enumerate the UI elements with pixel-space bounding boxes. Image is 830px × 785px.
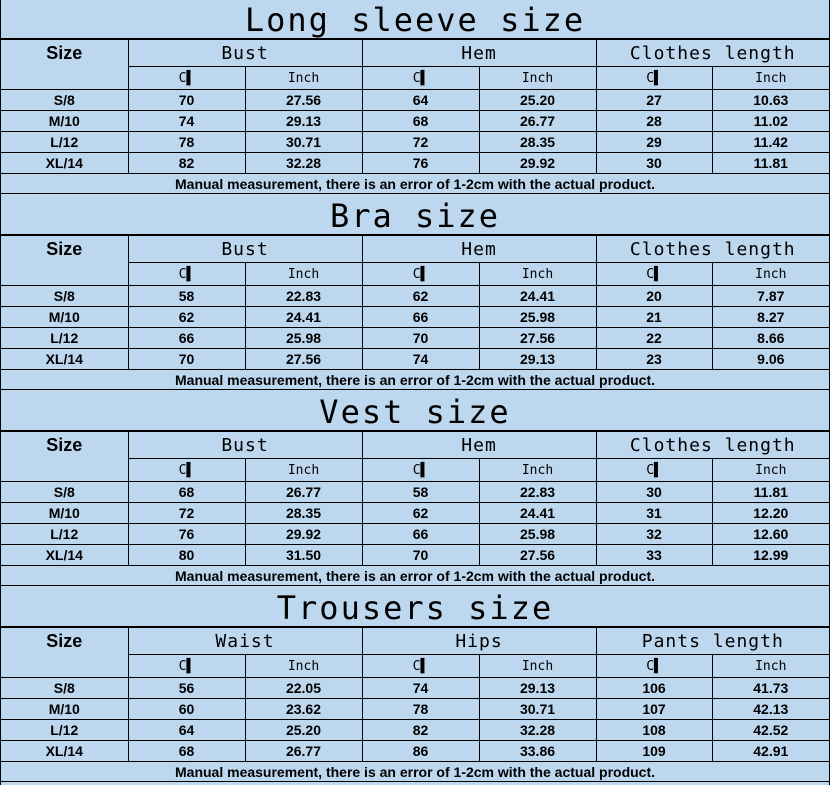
- table-cell: 10.63: [712, 90, 829, 111]
- size-label: M/10: [1, 111, 128, 132]
- unit-inch: Inch: [479, 263, 596, 286]
- table-cell: 22.83: [479, 482, 596, 503]
- table-cell: 12.99: [712, 545, 829, 566]
- table-cell: 74: [128, 111, 245, 132]
- table-cell: 41.73: [712, 678, 829, 699]
- table-cell: 28.35: [245, 503, 362, 524]
- measure-header: Bust: [128, 40, 362, 67]
- table-cell: 82: [128, 153, 245, 174]
- size-section: [1, 588, 829, 785]
- size-table: [1, 627, 829, 782]
- table-cell: 28: [596, 111, 712, 132]
- table-cell: 27.56: [479, 545, 596, 566]
- table-cell: 108: [596, 720, 712, 741]
- table-cell: 24.41: [479, 286, 596, 307]
- table-cell: 66: [128, 328, 245, 349]
- measure-header: Hips: [362, 628, 596, 655]
- table-cell: 24.41: [245, 307, 362, 328]
- table-cell: 64: [128, 720, 245, 741]
- table-row: [1, 132, 829, 153]
- size-label: S/8: [1, 286, 128, 307]
- table-cell: 24.41: [479, 503, 596, 524]
- table-cell: 78: [362, 699, 479, 720]
- table-cell: 60: [128, 699, 245, 720]
- size-label: L/12: [1, 720, 128, 741]
- table-cell: 76: [362, 153, 479, 174]
- measure-header: Clothes length: [596, 432, 829, 459]
- unit-inch: Inch: [245, 263, 362, 286]
- note-row: [1, 762, 829, 782]
- table-row: [1, 699, 829, 720]
- table-cell: 107: [596, 699, 712, 720]
- size-label: XL/14: [1, 349, 128, 370]
- table-row: [1, 286, 829, 307]
- table-cell: 27.56: [245, 349, 362, 370]
- size-header: Size: [1, 628, 128, 678]
- section-title: Bra size: [1, 196, 829, 235]
- table-cell: 27: [596, 90, 712, 111]
- size-label: M/10: [1, 307, 128, 328]
- size-label: M/10: [1, 503, 128, 524]
- table-cell: 22: [596, 328, 712, 349]
- table-cell: 20: [596, 286, 712, 307]
- table-cell: 58: [128, 286, 245, 307]
- size-section: [1, 196, 829, 392]
- header-row: [1, 432, 829, 459]
- size-label: XL/14: [1, 153, 128, 174]
- table-cell: 62: [362, 503, 479, 524]
- size-header: Size: [1, 40, 128, 90]
- table-cell: 25.98: [479, 524, 596, 545]
- unit-inch: Inch: [712, 459, 829, 482]
- table-cell: 29: [596, 132, 712, 153]
- size-label: S/8: [1, 482, 128, 503]
- table-cell: 23: [596, 349, 712, 370]
- table-cell: 29.13: [245, 111, 362, 132]
- table-cell: 72: [362, 132, 479, 153]
- unit-cm: C▌: [128, 263, 245, 286]
- size-label: S/8: [1, 678, 128, 699]
- unit-inch: Inch: [712, 67, 829, 90]
- unit-cm: C▌: [362, 263, 479, 286]
- unit-inch: Inch: [479, 67, 596, 90]
- size-label: M/10: [1, 699, 128, 720]
- table-cell: 32: [596, 524, 712, 545]
- table-cell: 12.60: [712, 524, 829, 545]
- unit-cm: C▌: [362, 67, 479, 90]
- unit-inch: Inch: [245, 655, 362, 678]
- table-cell: 109: [596, 741, 712, 762]
- table-row: [1, 482, 829, 503]
- header-row: [1, 40, 829, 67]
- table-cell: 64: [362, 90, 479, 111]
- header-row: [1, 628, 829, 655]
- measure-header: Bust: [128, 432, 362, 459]
- table-cell: 72: [128, 503, 245, 524]
- table-cell: 76: [128, 524, 245, 545]
- table-cell: 30: [596, 482, 712, 503]
- note-row: [1, 566, 829, 586]
- table-cell: 66: [362, 524, 479, 545]
- unit-inch: Inch: [245, 67, 362, 90]
- unit-cm: C▌: [596, 655, 712, 678]
- table-cell: 86: [362, 741, 479, 762]
- table-cell: 68: [362, 111, 479, 132]
- measure-header: Clothes length: [596, 236, 829, 263]
- measure-header: Hem: [362, 236, 596, 263]
- table-cell: 42.91: [712, 741, 829, 762]
- size-header: Size: [1, 432, 128, 482]
- table-row: [1, 741, 829, 762]
- table-cell: 27.56: [245, 90, 362, 111]
- table-cell: 26.77: [245, 482, 362, 503]
- measure-header: Clothes length: [596, 40, 829, 67]
- table-cell: 30.71: [479, 699, 596, 720]
- unit-inch: Inch: [479, 459, 596, 482]
- table-cell: 32.28: [479, 720, 596, 741]
- table-cell: 42.52: [712, 720, 829, 741]
- table-cell: 42.13: [712, 699, 829, 720]
- measurement-note: Manual measurement, there is an error of 1-2cm with the actual product.: [1, 174, 829, 194]
- unit-cm: C▌: [128, 655, 245, 678]
- table-cell: 80: [128, 545, 245, 566]
- table-cell: 11.02: [712, 111, 829, 132]
- measure-header: Pants length: [596, 628, 829, 655]
- table-row: [1, 545, 829, 566]
- unit-inch: Inch: [479, 655, 596, 678]
- table-cell: 9.06: [712, 349, 829, 370]
- size-label: L/12: [1, 328, 128, 349]
- size-label: L/12: [1, 132, 128, 153]
- unit-cm: C▌: [362, 655, 479, 678]
- table-cell: 21: [596, 307, 712, 328]
- table-cell: 11.81: [712, 482, 829, 503]
- table-cell: 74: [362, 678, 479, 699]
- table-cell: 82: [362, 720, 479, 741]
- table-cell: 25.98: [245, 328, 362, 349]
- measure-header: Hem: [362, 40, 596, 67]
- unit-inch: Inch: [712, 263, 829, 286]
- table-cell: 30.71: [245, 132, 362, 153]
- table-cell: 62: [128, 307, 245, 328]
- table-cell: 28.35: [479, 132, 596, 153]
- size-header: Size: [1, 236, 128, 286]
- table-cell: 58: [362, 482, 479, 503]
- measure-header: Waist: [128, 628, 362, 655]
- table-cell: 11.81: [712, 153, 829, 174]
- section-title: Vest size: [1, 392, 829, 431]
- table-cell: 7.87: [712, 286, 829, 307]
- section-title: Long sleeve size: [1, 0, 829, 39]
- unit-cm: C▌: [128, 67, 245, 90]
- table-cell: 78: [128, 132, 245, 153]
- measurement-note: Manual measurement, there is an error of 1-2cm with the actual product.: [1, 370, 829, 390]
- unit-cm: C▌: [128, 459, 245, 482]
- table-row: [1, 111, 829, 132]
- table-cell: 32.28: [245, 153, 362, 174]
- table-cell: 25.20: [245, 720, 362, 741]
- table-cell: 68: [128, 741, 245, 762]
- header-row: [1, 236, 829, 263]
- unit-inch: Inch: [245, 459, 362, 482]
- table-cell: 29.13: [479, 349, 596, 370]
- table-row: [1, 678, 829, 699]
- size-table: [1, 235, 829, 390]
- table-cell: 70: [128, 349, 245, 370]
- section-title: Trousers size: [1, 588, 829, 627]
- table-cell: 56: [128, 678, 245, 699]
- table-cell: 62: [362, 286, 479, 307]
- table-cell: 30: [596, 153, 712, 174]
- table-cell: 74: [362, 349, 479, 370]
- note-row: [1, 174, 829, 194]
- table-cell: 33: [596, 545, 712, 566]
- size-label: XL/14: [1, 545, 128, 566]
- table-cell: 22.83: [245, 286, 362, 307]
- note-row: [1, 370, 829, 390]
- measure-header: Bust: [128, 236, 362, 263]
- table-cell: 8.27: [712, 307, 829, 328]
- table-cell: 11.42: [712, 132, 829, 153]
- size-table: [1, 431, 829, 586]
- size-table: [1, 39, 829, 194]
- table-cell: 31: [596, 503, 712, 524]
- unit-cm: C▌: [596, 263, 712, 286]
- size-label: L/12: [1, 524, 128, 545]
- table-row: [1, 90, 829, 111]
- measurement-note: Manual measurement, there is an error of 1-2cm with the actual product.: [1, 762, 829, 782]
- unit-cm: C▌: [596, 459, 712, 482]
- table-cell: 68: [128, 482, 245, 503]
- table-cell: 29.13: [479, 678, 596, 699]
- table-row: [1, 307, 829, 328]
- size-label: S/8: [1, 90, 128, 111]
- table-cell: 70: [362, 545, 479, 566]
- table-cell: 29.92: [245, 524, 362, 545]
- table-row: [1, 503, 829, 524]
- table-row: [1, 328, 829, 349]
- unit-cm: C▌: [362, 459, 479, 482]
- table-row: [1, 349, 829, 370]
- unit-inch: Inch: [712, 655, 829, 678]
- table-cell: 70: [128, 90, 245, 111]
- table-row: [1, 153, 829, 174]
- table-cell: 33.86: [479, 741, 596, 762]
- table-cell: 12.20: [712, 503, 829, 524]
- size-section: [1, 392, 829, 588]
- unit-cm: C▌: [596, 67, 712, 90]
- table-cell: 23.62: [245, 699, 362, 720]
- size-label: XL/14: [1, 741, 128, 762]
- measurement-note: Manual measurement, there is an error of 1-2cm with the actual product.: [1, 566, 829, 586]
- table-cell: 29.92: [479, 153, 596, 174]
- table-cell: 25.98: [479, 307, 596, 328]
- table-cell: 27.56: [479, 328, 596, 349]
- table-cell: 31.50: [245, 545, 362, 566]
- table-cell: 25.20: [479, 90, 596, 111]
- table-row: [1, 720, 829, 741]
- table-cell: 26.77: [245, 741, 362, 762]
- table-cell: 70: [362, 328, 479, 349]
- table-row: [1, 524, 829, 545]
- size-section: [1, 0, 829, 196]
- table-cell: 66: [362, 307, 479, 328]
- table-cell: 106: [596, 678, 712, 699]
- table-cell: 22.05: [245, 678, 362, 699]
- table-cell: 26.77: [479, 111, 596, 132]
- measure-header: Hem: [362, 432, 596, 459]
- table-cell: 8.66: [712, 328, 829, 349]
